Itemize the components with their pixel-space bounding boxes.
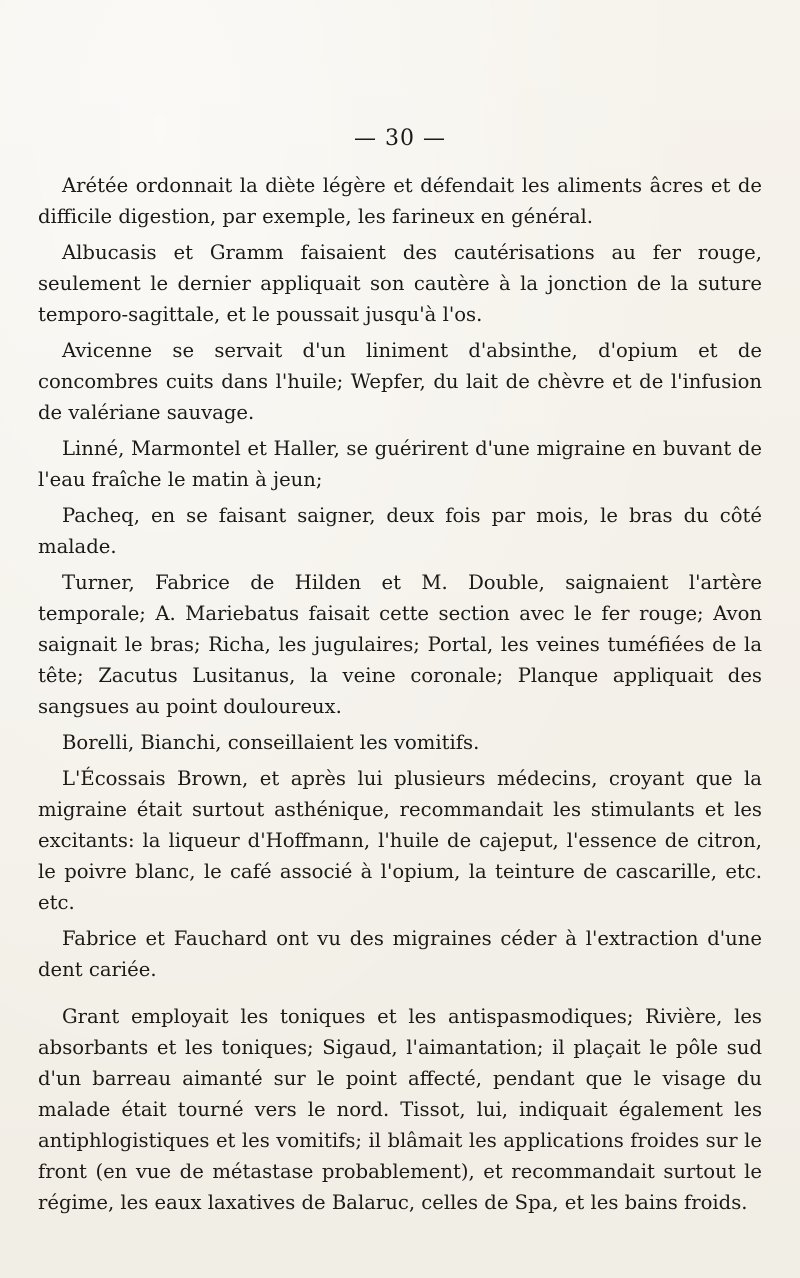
paragraph-linne: Linné, Marmontel et Haller, se guérirent d'une migraine en buvant de l'eau fraîche le matin à jeun; bbox=[38, 437, 762, 491]
paragraph-pacheq: Pacheq, en se faisant saigner, deux fois par mois, le bras du côté malade. bbox=[38, 504, 762, 558]
paragraph-borelli: Borelli, Bianchi, conseillaient les vomitifs. bbox=[62, 731, 480, 754]
paragraph-turner: Turner, Fabrice de Hilden et M. Double, saignaient l'artère temporale; A. Mariebatus faisait cette section avec le fer rouge; Avon saignait le bras; Richa, les jugulaires; Portal, les veines tuméfiées de la tête; Zacutus Lusitanus, la veine coronale; Planque appliquait des sangsues au point douloureux. bbox=[38, 571, 762, 718]
paragraph-albucasis: Albucasis et Gramm faisaient des cautérisations au fer rouge, seulement le dernier appliquait son cautère à la jonction de la suture temporo-sagittale, et le poussait jusqu'à l'os. bbox=[38, 241, 762, 326]
paragraph-avicenne: Avicenne se servait d'un liniment d'absinthe, d'opium et de concombres cuits dans l'huile; Wepfer, du lait de chèvre et de l'infusion de valériane sauvage. bbox=[38, 339, 762, 424]
paragraph-grant: Grant employait les toniques et les antispasmodiques; Rivière, les absorbants et les toniques; Sigaud, l'aimantation; il plaçait le pôle sud d'un barreau aimanté sur le point affecté, pendant que le visage du malade était tourné vers le nord. Tissot, lui, indiquait également les antiphlogistiques et les vomitifs; il blâmait les applications froides sur le front (en vue de métastase probablement), et recommandait surtout le régime, les eaux laxatives de Balaruc, celles de Spa, et les bains froids. bbox=[38, 1005, 762, 1214]
paragraph-brown: L'Écossais Brown, et après lui plusieurs médecins, croyant que la migraine était surtout asthénique, recommandait les stimulants et les excitants: la liqueur d'Hoffmann, l'huile de cajeput, l'essence de citron, le poivre blanc, le café associé à l'opium, la teinture de cascarille, etc. etc. bbox=[38, 767, 762, 914]
paragraph-fabrice: Fabrice et Fauchard ont vu des migraines céder à l'extraction d'une dent cariée. bbox=[38, 927, 762, 981]
body-text bbox=[38, 170, 762, 1223]
paragraph-aretee: Arétée ordonnait la diète légère et défendait les aliments âcres et de difficile digestion, par exemple, les farineux en général. bbox=[38, 174, 762, 228]
page-number: — 30 — bbox=[354, 126, 446, 151]
